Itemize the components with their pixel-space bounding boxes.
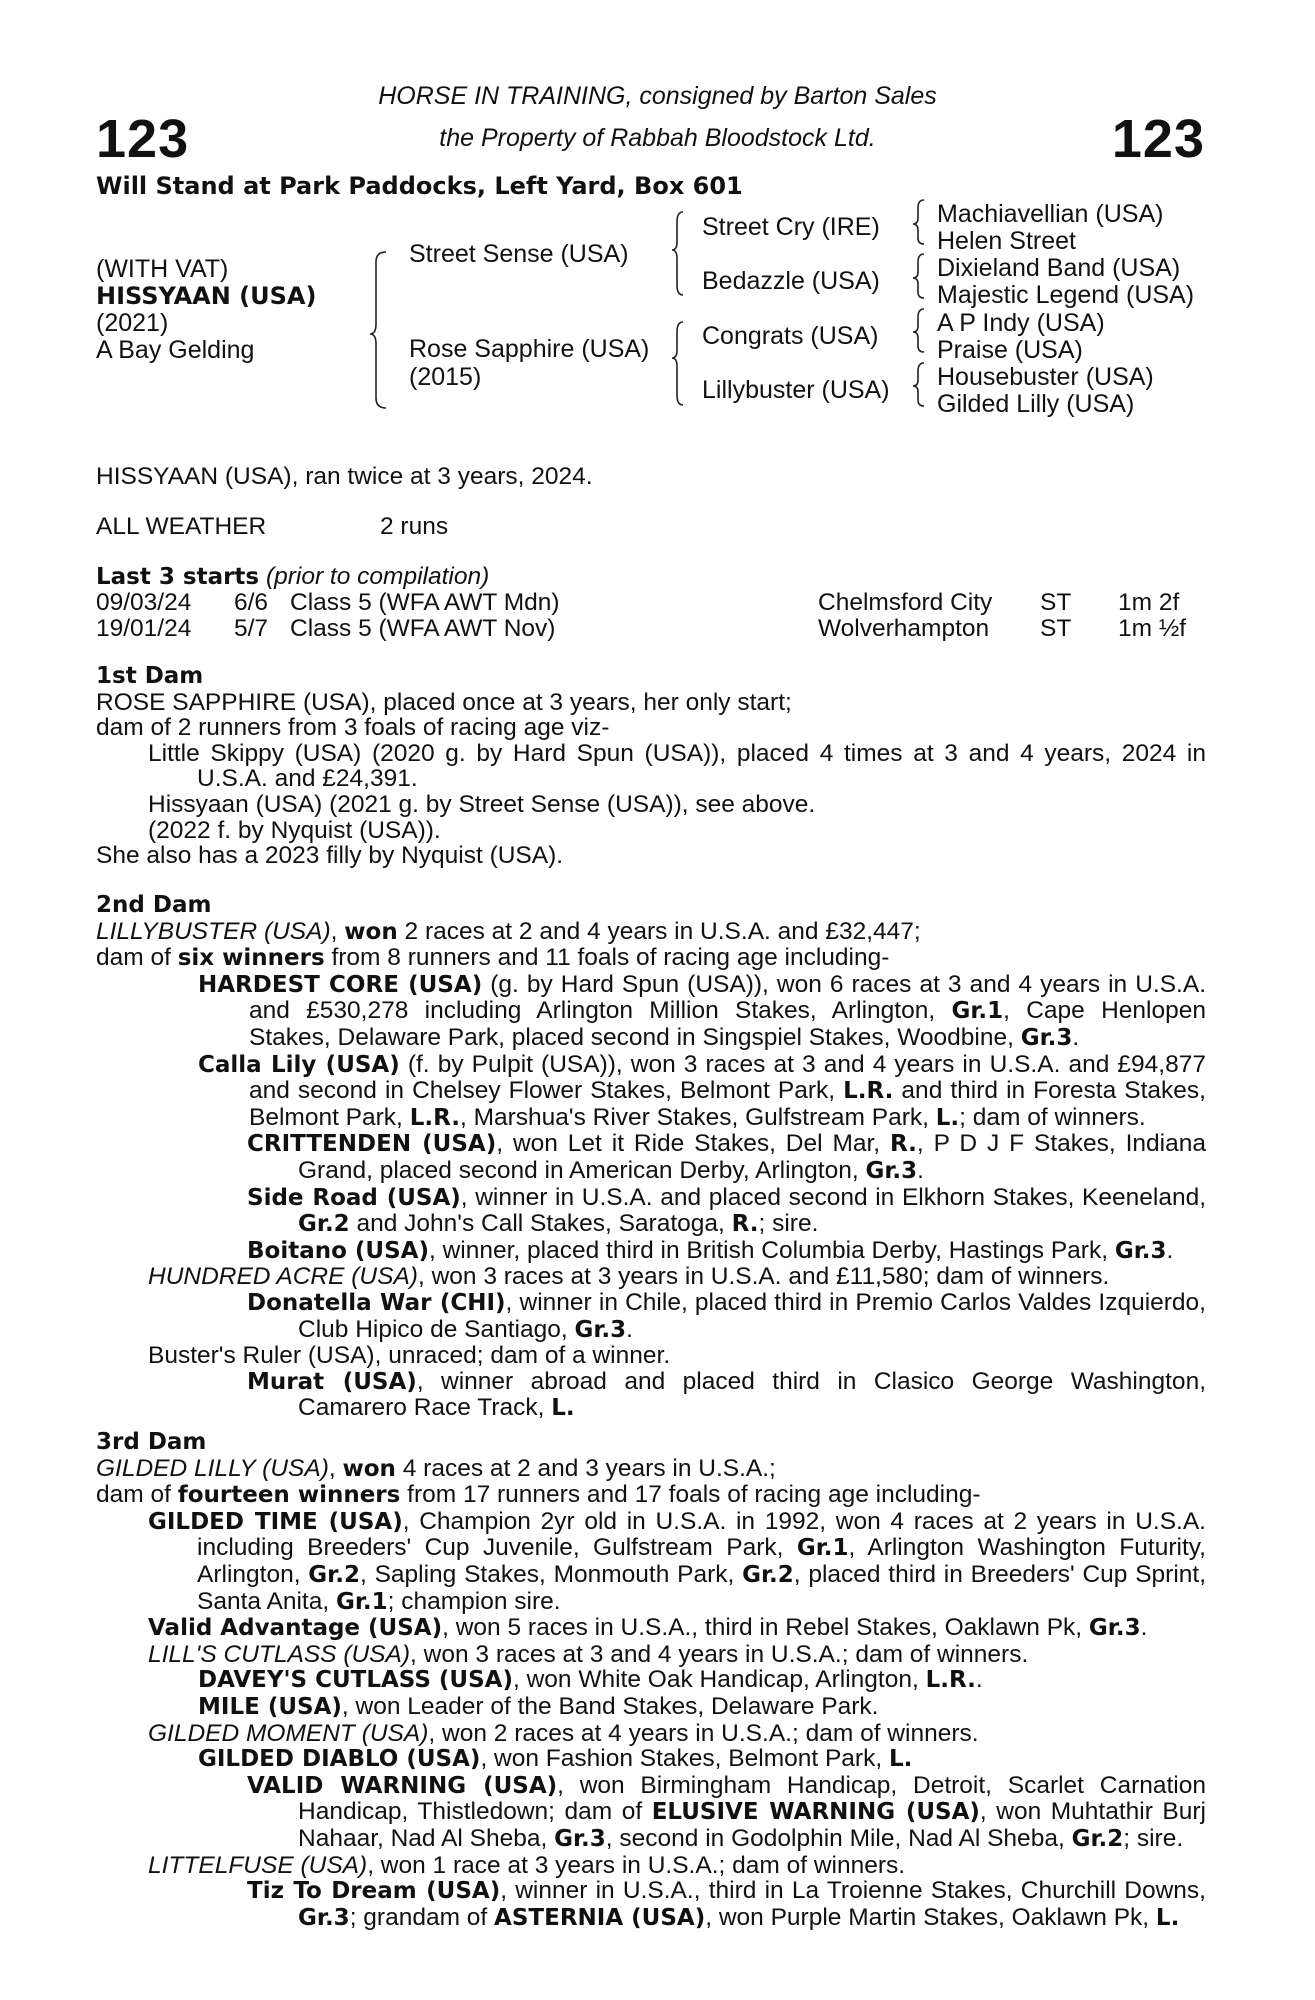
produce-entry: DAVEY'S CUTLASS (USA), won White Oak Handicap, Arlington, L.R.. xyxy=(198,1666,983,1694)
start-distance: 1m 2f xyxy=(1118,589,1180,616)
g-brace-3 xyxy=(913,309,924,352)
start-race: Class 5 (WFA AWT Mdn) xyxy=(290,589,560,616)
grandparent-6: Praise (USA) xyxy=(937,336,1083,364)
g-brace-4 xyxy=(913,363,924,406)
dam-line-bracket xyxy=(672,322,683,405)
second-dam-title: 2nd Dam xyxy=(96,892,212,918)
first-dam-line: She also has a 2023 filly by Nyquist (USA). xyxy=(96,842,564,870)
grandparent-8: Gilded Lilly (USA) xyxy=(937,390,1135,418)
start-course: Wolverhampton xyxy=(818,615,990,642)
first-dam-title: 1st Dam xyxy=(96,663,204,689)
third-dam-section xyxy=(96,1430,1206,1931)
produce-entry: GILDED MOMENT (USA), won 2 races at 4 years in U.S.A.; dam of winners. xyxy=(148,1719,979,1747)
horse-year: (2021) xyxy=(96,309,169,337)
produce-entry: Calla Lily (USA) (f. by Pulpit (USA)), won 3 races at 3 and 4 years in U.S.A. and £94,877 and second in Chelsey Flower Stakes, Belmont Park, L.R. and third in Foresta Stakes, Belmont Park, L.R., Marshua's River Stakes, Gulfstream Park, L.; dam of winners. xyxy=(198,1050,1206,1131)
start-distance: 1m ½f xyxy=(1118,615,1187,642)
last-starts-note: (prior to compilation) xyxy=(265,563,490,590)
start-surface: ST xyxy=(1040,615,1072,642)
sire-dam: Bedazzle (USA) xyxy=(702,267,880,295)
horse-description: A Bay Gelding xyxy=(96,336,255,364)
second-dam-section xyxy=(96,893,1206,1422)
grandparent-4: Majestic Legend (USA) xyxy=(937,281,1195,309)
sire: Street Sense (USA) xyxy=(409,240,629,268)
start-race: Class 5 (WFA AWT Nov) xyxy=(290,615,556,642)
last-starts-heading xyxy=(96,563,489,591)
sire-dam-bracket xyxy=(370,252,386,408)
dam: Rose Sapphire (USA) xyxy=(409,335,650,363)
vat-note: (WITH VAT) xyxy=(96,255,229,283)
sire-line-bracket xyxy=(672,212,683,295)
first-dam-line: ROSE SAPPHIRE (USA), placed once at 3 years, her only start; xyxy=(96,688,792,716)
grandparent-1: Machiavellian (USA) xyxy=(937,200,1164,228)
start-surface: ST xyxy=(1040,589,1072,616)
dam-sire: Congrats (USA) xyxy=(702,322,879,350)
stand-location: Will Stand at Park Paddocks, Left Yard, Box 601 xyxy=(96,172,743,200)
grandparent-2: Helen Street xyxy=(937,227,1076,255)
lot-number-right: 123 xyxy=(1111,109,1205,169)
surface-runs: 2 runs xyxy=(380,513,449,540)
start-course: Chelmsford City xyxy=(818,589,993,616)
horse-name: HISSYAAN (USA) xyxy=(96,282,317,310)
produce-entry: LITTELFUSE (USA), won 1 race at 3 years in U.S.A.; dam of winners. xyxy=(148,1851,906,1879)
racing-summary: HISSYAAN (USA), ran twice at 3 years, 2024. xyxy=(96,463,593,490)
produce-entry: Little Skippy (USA) (2020 g. by Hard Spun (USA)), placed 4 times at 3 and 4 years, 2024 in U.S.A. and £24,391. xyxy=(148,739,1206,793)
produce-entry: HARDEST CORE (USA) (g. by Hard Spun (USA)), won 6 races at 3 and 4 years in U.S.A. and £530,278 including Arlington Million Stakes, Arlington, Gr.1, Cape Henlopen Stakes, Delaware Park, placed second in Singspiel Stakes, Woodbine, Gr.3. xyxy=(198,970,1207,1051)
surface-label: ALL WEATHER xyxy=(96,513,267,540)
start-position: 5/7 xyxy=(234,615,269,642)
last-starts-title: Last 3 starts xyxy=(96,564,260,590)
dam-name: LILLYBUSTER (USA) xyxy=(96,917,331,945)
produce-entry: Hissyaan (USA) (2021 g. by Street Sense (USA)), see above. xyxy=(148,790,816,818)
produce-entry: Side Road (USA), winner in U.S.A. and placed second in Elkhorn Stakes, Keeneland, Gr.2 and John's Call Stakes, Saratoga, R.; sire. xyxy=(247,1183,1206,1238)
produce-entry: GILDED TIME (USA), Champion 2yr old in U.S.A. in 1992, won 4 races at 2 years in U.S.A. including Breeders' Cup Juvenile, Gulfstream Park, Gr.1, Arlington Washington Futurity, Arlington, Gr.2, Sapling Stakes, Monmouth Park, Gr.2, placed third in Breeders' Cup Sprint, Santa Anita, Gr.1; champion sire. xyxy=(148,1507,1207,1615)
start-position: 6/6 xyxy=(234,589,269,616)
produce-entry: Tiz To Dream (USA), winner in U.S.A., third in La Troienne Stakes, Churchill Downs, Gr.3; grandam of ASTERNIA (USA), won Purple Martin Stakes, Oaklawn Pk, L. xyxy=(247,1877,1206,1931)
first-dam-section xyxy=(96,664,1206,869)
produce-entry: MILE (USA), won Leader of the Band Stakes, Delaware Park. xyxy=(198,1692,879,1720)
dam-year: (2015) xyxy=(409,363,482,391)
second-dam-record: LILLYBUSTER (USA), won 2 races at 2 and 4 years in U.S.A. and £32,447; xyxy=(96,917,921,945)
third-dam-record: GILDED LILLY (USA), won 4 races at 2 and 3 years in U.S.A.; xyxy=(96,1454,776,1482)
produce-entry: VALID WARNING (USA), won Birmingham Handicap, Detroit, Scarlet Carnation Handicap, Thistledown; dam of ELUSIVE WARNING (USA), won Muhtathir Burj Nahaar, Nad Al Sheba, Gr.3, second in Godolphin Mile, Nad Al Sheba, Gr.2; sire. xyxy=(247,1771,1206,1852)
second-dam-produce: dam of six winners from 8 runners and 11 foals of racing age including- xyxy=(96,944,890,972)
third-dam-title: 3rd Dam xyxy=(96,1429,207,1455)
property-line: the Property of Rabbah Bloodstock Ltd. xyxy=(439,124,876,152)
consignment-line: HORSE IN TRAINING, consigned by Barton Sales xyxy=(378,82,937,110)
dam-dam: Lillybuster (USA) xyxy=(702,376,890,404)
produce-entry: Buster's Ruler (USA), unraced; dam of a winner. xyxy=(148,1342,671,1370)
produce-entry: GILDED DIABLO (USA), won Fashion Stakes, Belmont Park, L. xyxy=(198,1745,913,1773)
sire-sire: Street Cry (IRE) xyxy=(702,213,880,241)
first-dam-line: dam of 2 runners from 3 foals of racing age viz- xyxy=(96,714,610,742)
produce-entry: Donatella War (CHI), winner in Chile, placed third in Premio Carlos Valdes Izquierdo, Club Hipico de Santiago, Gr.3. xyxy=(247,1288,1206,1343)
grandparent-7: Housebuster (USA) xyxy=(937,363,1154,391)
g-brace-2 xyxy=(913,254,924,298)
third-dam-produce: dam of fourteen winners from 17 runners and 17 foals of racing age including- xyxy=(96,1481,981,1509)
start-date: 09/03/24 xyxy=(96,589,192,616)
produce-entry: Boitano (USA), winner, placed third in British Columbia Derby, Hastings Park, Gr.3. xyxy=(247,1236,1174,1264)
produce-entry: Murat (USA), winner abroad and placed third in Clasico George Washington, Camarero Race Track, L. xyxy=(247,1367,1206,1422)
g-brace-1 xyxy=(913,200,924,244)
produce-entry: CRITTENDEN (USA), won Let it Ride Stakes, Del Mar, R., P D J F Stakes, Indiana Grand, placed second in American Derby, Arlington, Gr.3. xyxy=(247,1130,1206,1184)
start-date: 19/01/24 xyxy=(96,615,192,642)
lot-number-left: 123 xyxy=(96,109,190,169)
grandparent-5: A P Indy (USA) xyxy=(937,309,1105,337)
produce-entry: HUNDRED ACRE (USA), won 3 races at 3 years in U.S.A. and £11,580; dam of winners. xyxy=(148,1263,1110,1291)
grandparent-3: Dixieland Band (USA) xyxy=(937,254,1181,282)
produce-entry: (2022 f. by Nyquist (USA)). xyxy=(148,816,441,844)
produce-entry: LILL'S CUTLASS (USA), won 3 races at 3 and 4 years in U.S.A.; dam of winners. xyxy=(148,1640,1029,1668)
produce-entry: Valid Advantage (USA), won 5 races in U.S.A., third in Rebel Stakes, Oaklawn Pk, Gr.3. xyxy=(148,1614,1148,1642)
